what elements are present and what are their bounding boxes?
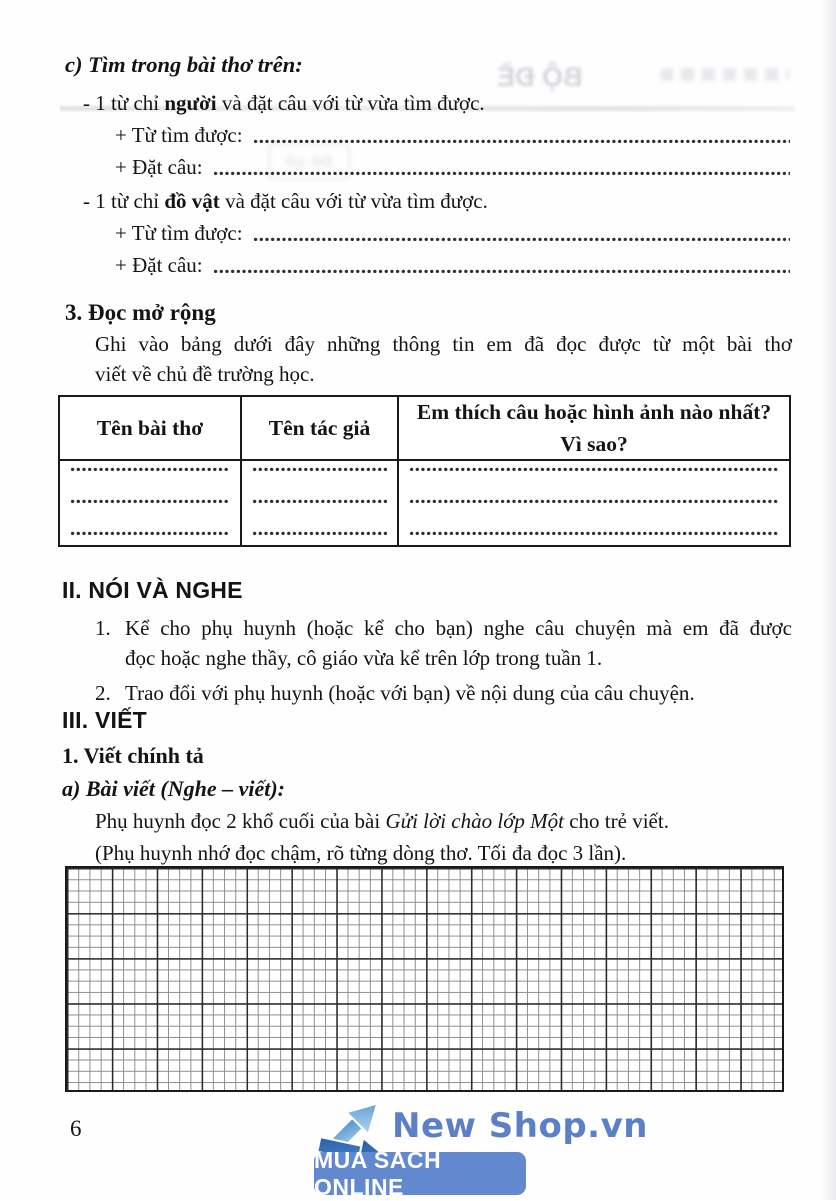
dotted-blank (409, 499, 779, 504)
table-blank-cell (399, 461, 789, 545)
exercise-c-heading: c) Tìm trong bài thơ trên: (65, 52, 303, 77)
blank-label: + Từ tìm được: (115, 221, 243, 245)
dictation-instruction (62, 805, 792, 837)
dotted-blank (253, 237, 790, 242)
item-text: - 1 từ chỉ (83, 189, 165, 213)
item-text: - 1 từ chỉ (83, 91, 165, 115)
item-text-line: Trao đổi với phụ huynh (hoặc với bạn) về nội dung của câu chuyện. (125, 681, 695, 705)
dotted-blank (252, 531, 387, 536)
blank-label: + Đặt câu: (115, 253, 203, 277)
writing-subheading-bai-viet: a) Bài viết (Nghe – viết): (62, 776, 285, 801)
item-number: 1. (95, 616, 111, 640)
item-text: và đặt câu với từ vừa tìm được. (219, 189, 488, 213)
scan-stamp-text: Đề số (285, 151, 333, 171)
page-number: 6 (70, 1116, 82, 1141)
item-number: 2. (95, 681, 111, 705)
dotted-blank (70, 531, 230, 536)
dotted-blank (253, 139, 790, 144)
instruction-text: cho trẻ viết. (563, 809, 669, 833)
dotted-blank (409, 467, 779, 472)
exercise-c-item-1 (65, 88, 792, 119)
banner-label: MUA SÁCH ONLINE (314, 1146, 442, 1200)
mua-sach-online-banner (314, 1146, 526, 1200)
table-blank-cell (242, 461, 399, 545)
table-blank-cell (60, 461, 242, 545)
answer-blank-found-word-1 (65, 119, 792, 151)
writing-subheading-chinh-ta: 1. Viết chính tả (62, 743, 204, 768)
scan-page-edge-shadow (820, 0, 836, 1200)
reading-log-table (58, 395, 791, 547)
item-text-line: Kể cho phụ huynh (hoặc kể cho bạn) nghe câu chuyện mà em đã được (125, 616, 792, 640)
poem-title: Gửi lời chào lớp Một (385, 809, 564, 833)
table-header-row (60, 397, 789, 461)
table-header-favorite: Em thích câu hoặc hình ảnh nào nhất? Vì sao? (416, 399, 772, 456)
dotted-blank (70, 467, 230, 472)
dotted-blank (70, 499, 230, 504)
answer-blank-sentence-2 (65, 249, 792, 281)
newshop-logo-text: New Shop.vn (392, 1106, 648, 1146)
dotted-blank (252, 467, 387, 472)
writing-section (62, 704, 792, 869)
answer-blank-found-word-2 (65, 217, 792, 249)
answer-blank-sentence-1 (65, 151, 792, 183)
exercise-3-heading: 3. Đọc mở rộng (65, 300, 216, 325)
writing-practice-grid (65, 866, 784, 1092)
item-text: và đặt câu với từ vừa tìm được. (216, 91, 485, 115)
item-keyword: đồ vật (164, 189, 220, 213)
section-heading-noi-va-nghe: II. NÓI VÀ NGHE (62, 577, 243, 603)
section-heading-viet: III. VIẾT (62, 707, 147, 733)
dictation-note: (Phụ huynh nhớ đọc chậm, rõ từng dòng thơ. Tối đa đọc 3 lần). (95, 841, 627, 865)
exercise-3-section (65, 296, 792, 547)
item-keyword: người (164, 91, 217, 115)
instruction-text: Phụ huynh đọc 2 khổ cuối của bài (95, 809, 386, 833)
table-header-author: Tên tác giả (242, 397, 399, 459)
blank-label: + Đặt câu: (115, 155, 203, 179)
table-body-row (60, 461, 789, 545)
exercise-c-item-2 (65, 186, 792, 217)
dotted-blank (252, 499, 387, 504)
speaking-listening-section (62, 574, 792, 708)
exercise-3-instruction (65, 329, 792, 389)
scan-bleed-artifact: BỘ ĐỀ (497, 62, 583, 92)
dotted-blank (409, 531, 779, 536)
blank-label: + Từ tìm được: (115, 123, 243, 147)
instruction-line: Ghi vào bảng dưới đây những thông tin em đã đọc được từ một bài thơ (95, 332, 792, 356)
table-header-poem-title: Tên bài thơ (60, 397, 242, 459)
instruction-line: viết về chủ đề trường học. (95, 362, 315, 386)
dotted-blank (213, 269, 790, 274)
dotted-blank (213, 171, 790, 176)
exercise-c-section (65, 48, 792, 281)
speaking-item-1 (62, 613, 792, 673)
item-text-line: đọc hoặc nghe thầy, cô giáo vừa kể trên lớp trong tuần 1. (125, 646, 603, 670)
